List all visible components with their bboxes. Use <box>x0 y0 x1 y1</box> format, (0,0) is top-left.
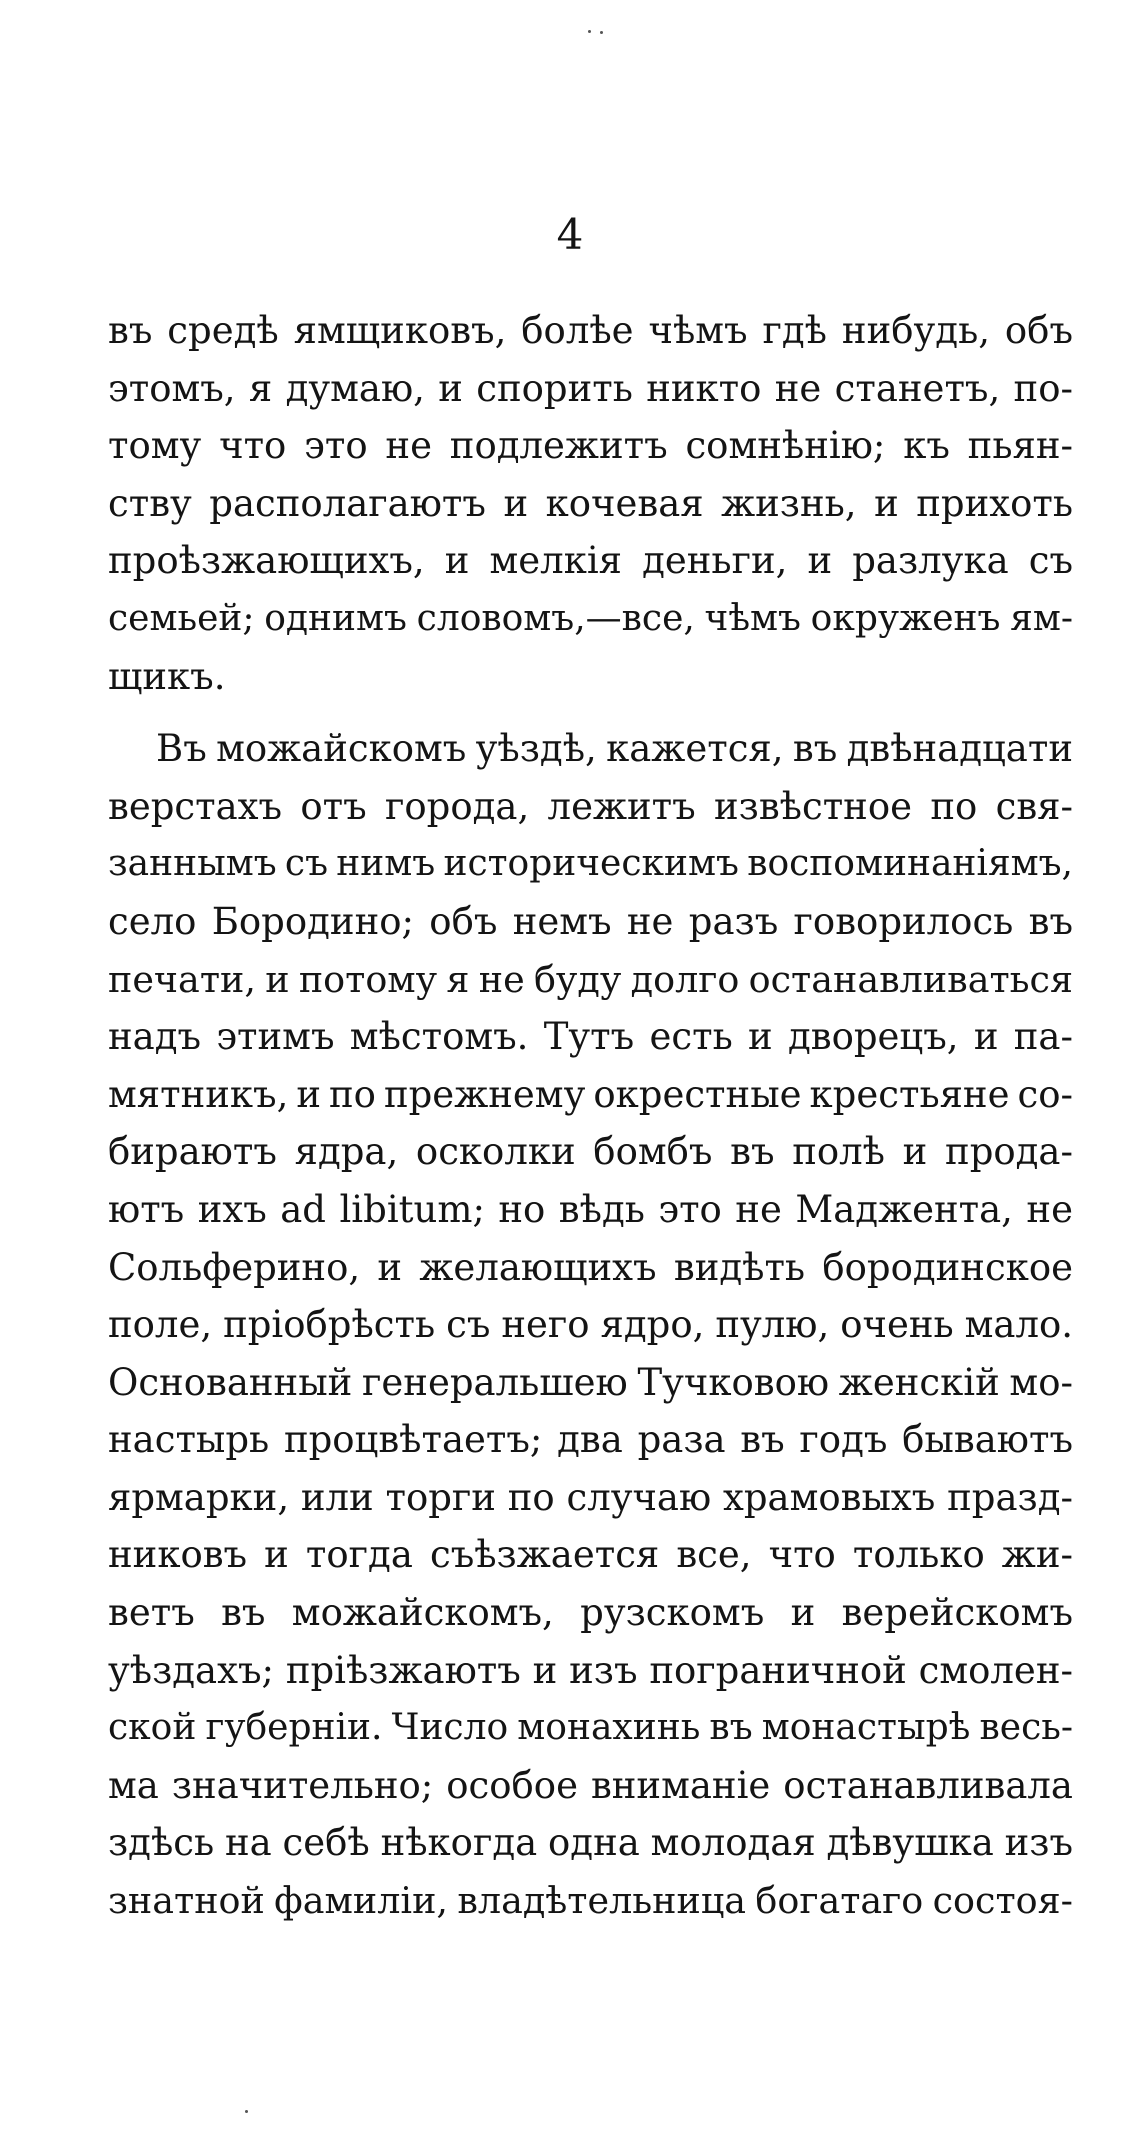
text-line: печати, и потому я не буду долго останавливаться <box>108 957 1073 1001</box>
scan-speck <box>588 30 591 33</box>
text-line: настырь процвѣтаетъ; два раза въ годъ бываютъ <box>108 1418 1073 1462</box>
text-line: надъ этимъ мѣстомъ. Тутъ есть и дворецъ, и па- <box>108 1015 1073 1059</box>
text-line: тому что это не подлежитъ сомнѣнію; къ пьян- <box>108 424 1073 468</box>
text-line: заннымъ съ нимъ историческимъ воспоминаніямъ, <box>108 843 1073 885</box>
text-line: ма значительно; особое вниманіе останавливала <box>108 1763 1073 1807</box>
text-line: семьей; однимъ словомъ,—все, чѣмъ окруженъ ям- <box>108 597 1073 639</box>
scan-speck <box>245 2110 248 2113</box>
text-line: проѣзжающихъ, и мелкія деньги, и разлука съ <box>108 539 1073 583</box>
scan-speck <box>600 31 603 34</box>
page-number: 4 <box>556 210 584 259</box>
text-line: поле, пріобрѣсть съ него ядро, пулю, очень мало. <box>108 1303 1073 1347</box>
text-line: верстахъ отъ города, лежитъ извѣстное по свя- <box>108 784 1073 828</box>
text-line: этомъ, я думаю, и спорить никто не станетъ, по- <box>108 366 1073 410</box>
text-line: Въ можайскомъ уѣздѣ, кажется, въ двѣнадцати <box>156 727 1073 771</box>
text-line: ветъ въ можайскомъ, рузскомъ и верейскомъ <box>108 1591 1073 1635</box>
text-line: мятникъ, и по прежнему окрестные крестьяне со- <box>108 1072 1073 1116</box>
text-line: уѣздахъ; пріѣзжаютъ и изъ пограничной смолен- <box>108 1648 1073 1692</box>
text-line: здѣсь на себѣ нѣкогда одна молодая дѣвушка изъ <box>108 1821 1073 1865</box>
text-line: ярмарки, или торги по случаю храмовыхъ празд- <box>108 1475 1073 1519</box>
text-line: знатной фамиліи, владѣтельница богатаго состоя- <box>108 1879 1073 1923</box>
text-line: ютъ ихъ ad libitum; но вѣдь это не Маджента, не <box>108 1187 1073 1231</box>
text-line: ской губерніи. Число монахинь въ монастырѣ весь- <box>108 1707 1073 1749</box>
text-line: бираютъ ядра, осколки бомбъ въ полѣ и прода- <box>108 1130 1073 1174</box>
text-line: въ средѣ ямщиковъ, болѣе чѣмъ гдѣ нибудь, объ <box>108 309 1073 352</box>
text-line: Основанный генеральшею Тучковою женскій мо- <box>108 1360 1073 1404</box>
text-line: щикъ. <box>108 654 226 698</box>
body-text <box>108 302 1073 1930</box>
paragraph-gap <box>108 705 1073 720</box>
text-line: никовъ и тогда съѣзжается все, что только жи- <box>108 1533 1073 1577</box>
text-line: Сольферино, и желающихъ видѣть бородинское <box>108 1245 1073 1289</box>
text-line: село Бородино; объ немъ не разъ говорилось въ <box>108 899 1073 943</box>
text-line: ству располагаютъ и кочевая жизнь, и прихоть <box>108 481 1073 525</box>
